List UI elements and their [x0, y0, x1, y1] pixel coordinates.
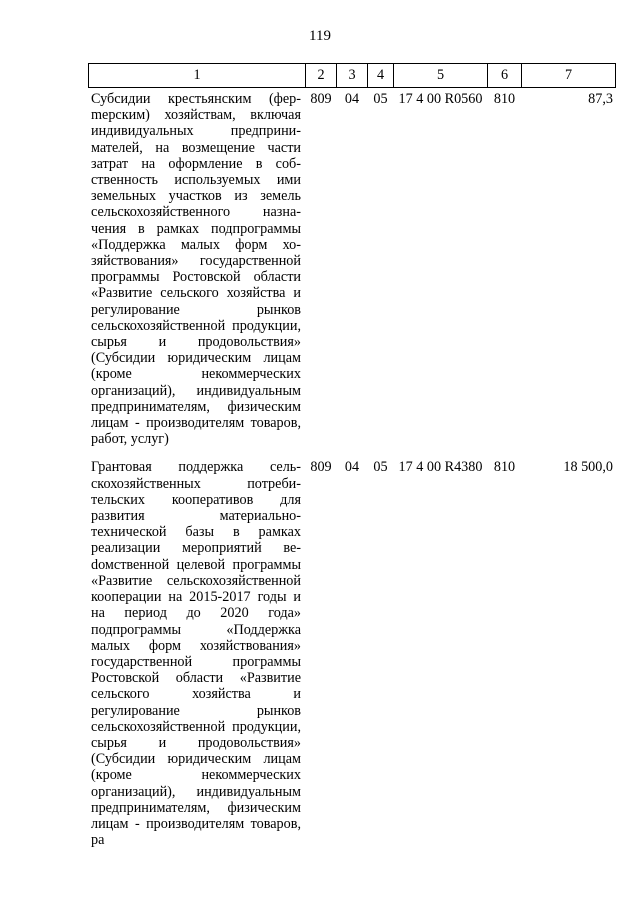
header-cell-1: 1 — [89, 64, 306, 88]
row-target-code: 17 4 00 R0560 — [398, 91, 483, 107]
row-ministry-code: 809 — [310, 459, 332, 476]
header-cell-7: 7 — [522, 64, 616, 88]
row-description: Грантовая поддержка сельскохозяйственных потребительских кооперативов для развития материально-технической базы в рамках реализации мероприятий веdомственной целевой программы «Развитие сельскохозяйственной кооперации на 2015-2017 годы и на период до 2020 года» подпрограммы «Поддержка малых форм хозяйствования» государственной программы Ростовской области «Развитие сельского хозяйства и регулирование рынков сельскохозяйственной продукции, сырья и продовольствия» (Субсидии юридическим лицам (кроме некоммерческих организаций), индивидуальным предпринимателям, физическим лицам - производителям товаров, ра — [91, 459, 301, 849]
page-number: 119 — [309, 28, 331, 44]
row-expense-type-code: 810 — [493, 91, 516, 107]
budget-table — [88, 63, 616, 857]
row-section-code: 04 — [344, 91, 360, 107]
row-amount: 18 500,0 — [563, 459, 613, 476]
header-cell-4: 4 — [368, 64, 394, 88]
header-cell-3: 3 — [337, 64, 368, 88]
header-cell-2: 2 — [306, 64, 337, 88]
row-target-code: 17 4 00 R4380 — [398, 459, 483, 476]
row-amount: 87,3 — [588, 91, 613, 107]
header-row — [89, 64, 616, 88]
row-expense-type-code: 810 — [493, 459, 516, 476]
table-row — [89, 456, 616, 857]
header-cell-5: 5 — [394, 64, 488, 88]
table-row — [89, 88, 616, 457]
row-subsection-code: 05 — [373, 91, 388, 107]
header-cell-6: 6 — [488, 64, 522, 88]
row-subsection-code: 05 — [373, 459, 388, 476]
row-ministry-code: 809 — [310, 91, 332, 107]
row-section-code: 04 — [344, 459, 360, 476]
row-description: Субсидии крестьянским (ферmерским) хозяйствам, включая индивидуальных предпринимателей, на возмещение части затрат на оформление в собственность используемых ими земельных участков из земель сельскохозяйственного назначения в рамках подпрограммы «Поддержка малых форм хозяйствования» государственной программы Ростовской области «Развитие сельского хозяйства и регулирование рынков сельскохозяйственной продукции, сырья и продовольствия» (Субсидии юридическим лицам (кроме некоммерческих организаций), индивидуальным предпринимателям, физическим лицам - производителям товаров, работ, услуг) — [91, 91, 301, 448]
